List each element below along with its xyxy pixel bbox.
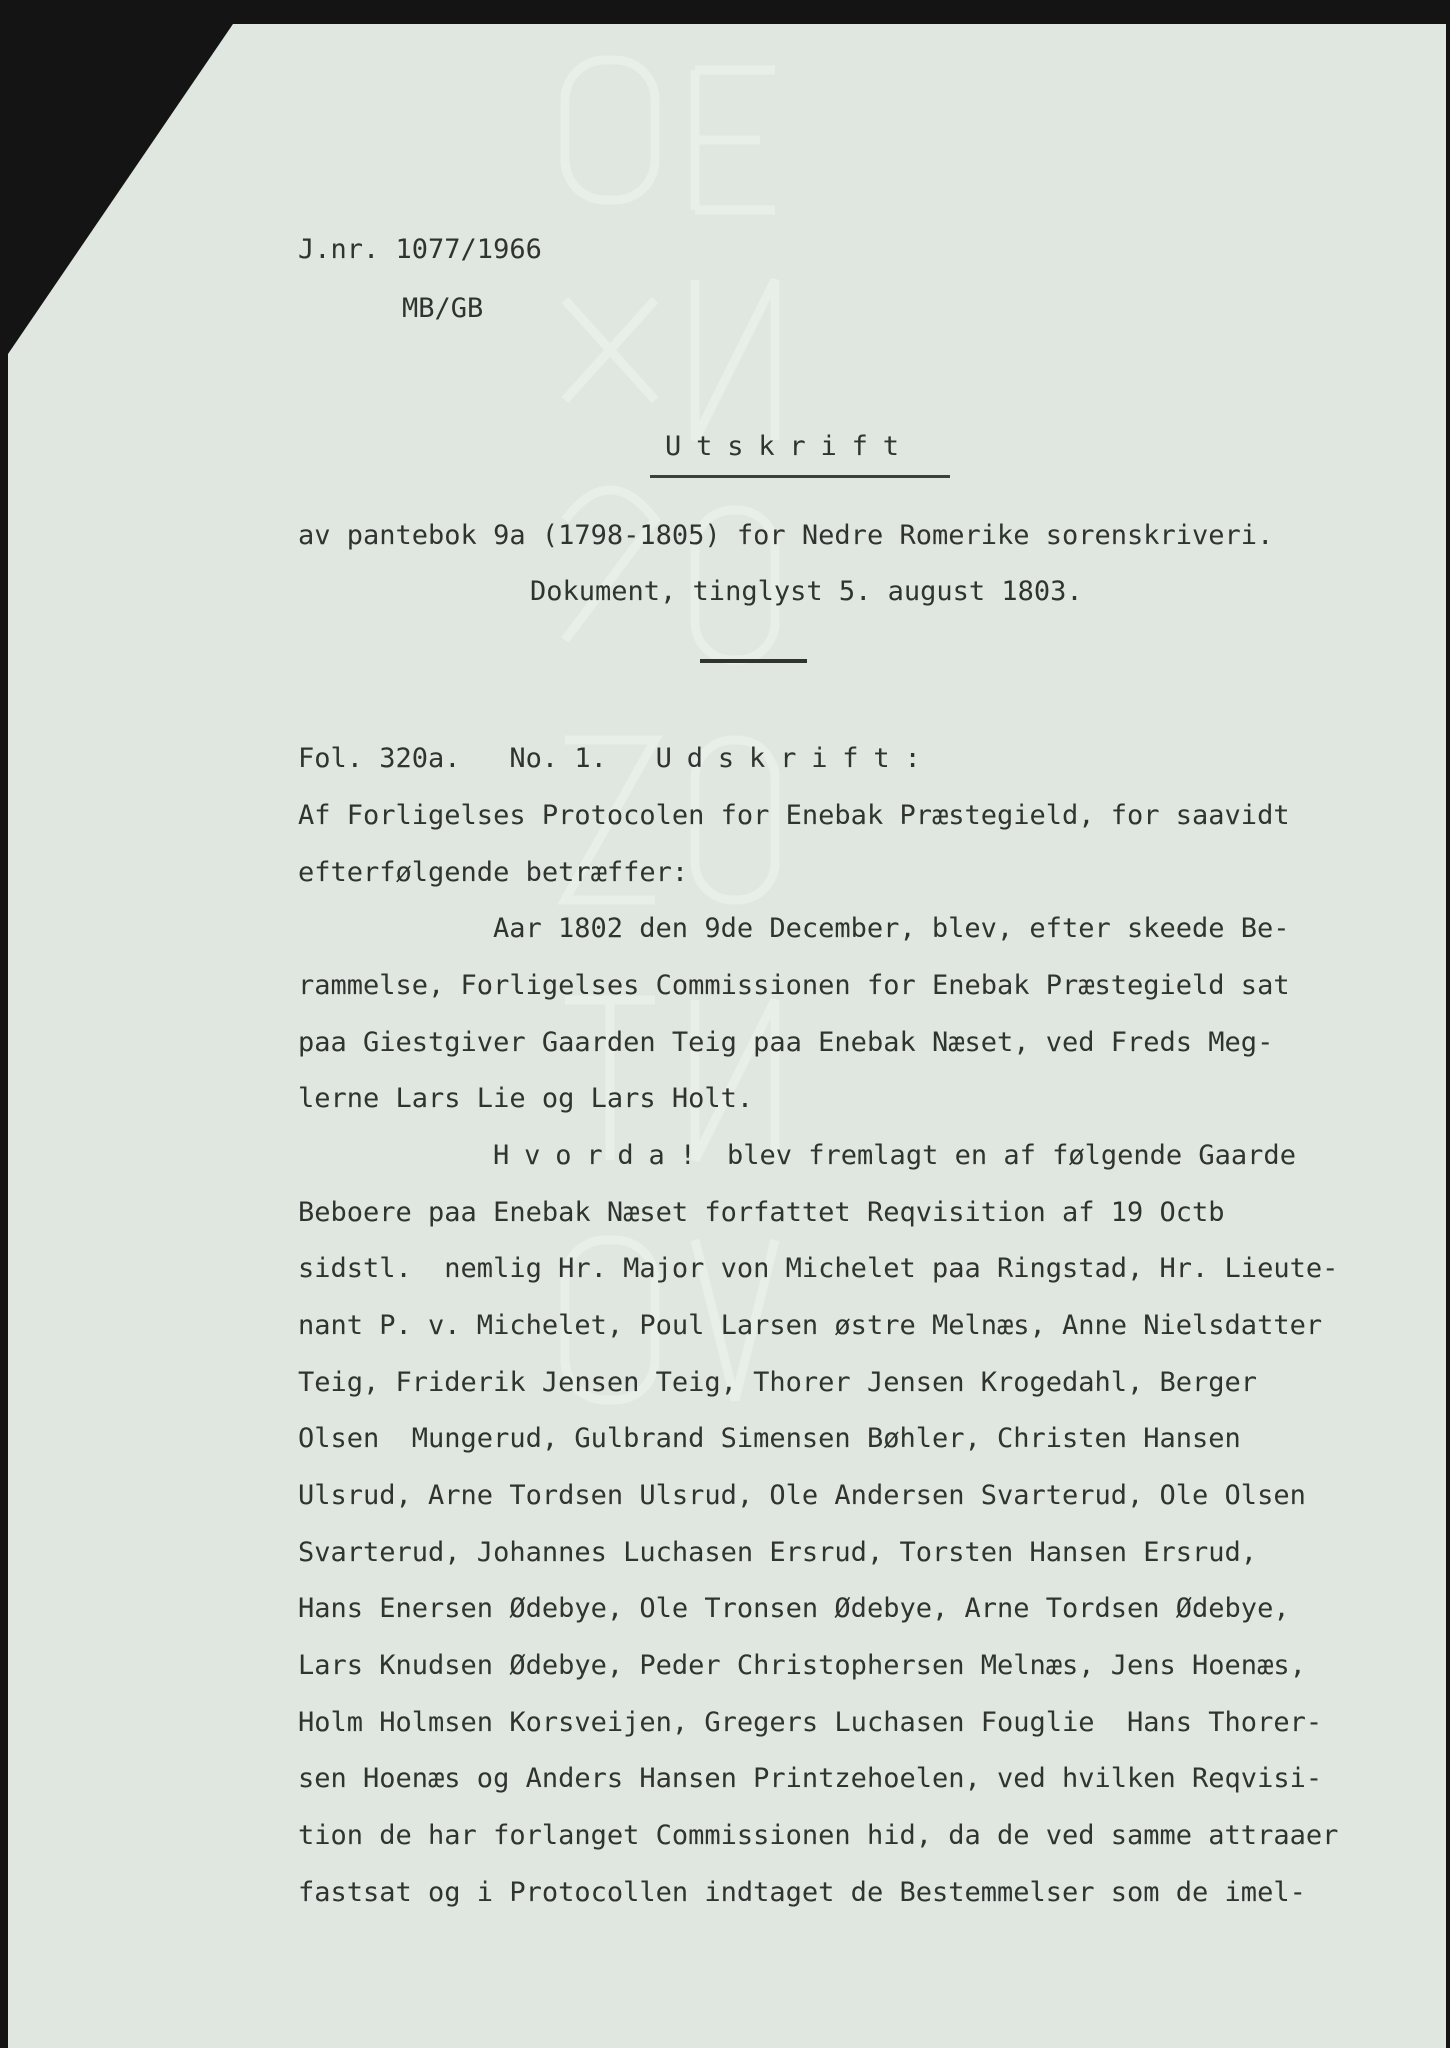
body-line: sen Hoenæs og Anders Hansen Printzehoelen, ved hvilken Reqvisi- <box>298 1763 1323 1794</box>
body-line: sidstl. nemlig Hr. Major von Michelet paa Ringstad, Hr. Lieute- <box>298 1253 1339 1284</box>
folio-line <box>298 745 936 772</box>
folio-number: No. 1. <box>509 743 607 774</box>
subtitle-date: Dokument, tinglyst 5. august 1803. <box>530 576 1083 607</box>
document-title: Utskrift <box>665 431 914 462</box>
hvorda-word: Hvorda! <box>493 1140 711 1171</box>
folio-ref: Fol. 320a. <box>298 743 461 774</box>
body-line: Lars Knudsen Ødebye, Peder Christophersen Melnæs, Jens Hoenæs, <box>298 1650 1306 1681</box>
subtitle-source: av pantebok 9a (1798-1805) for Nedre Romerike sorenskriveri. <box>298 520 1274 551</box>
body-line: Aar 1802 den 9de December, blev, efter skeede Be- <box>493 913 1290 944</box>
body-line: Beboere paa Enebak Næset forfattet Reqvisition af 19 Octb <box>298 1197 1225 1228</box>
body-line-rest: blev fremlagt en af følgende Gaarde <box>710 1140 1296 1171</box>
body-line: Hans Enersen Ødebye, Ole Tronsen Ødebye, Arne Tordsen Ødebye, <box>298 1593 1290 1624</box>
folio-heading: Udskrift: <box>655 743 936 774</box>
body-line: efterfølgende betræffer: <box>298 857 689 888</box>
body-line: tion de har forlanget Commissionen hid, da de ved samme attraaer <box>298 1820 1339 1851</box>
journal-reference: J.nr. 1077/1966 <box>298 234 542 265</box>
body-line: Teig, Friderik Jensen Teig, Thorer Jensen Krogedahl, Berger <box>298 1367 1258 1398</box>
body-line: Ulsrud, Arne Tordsen Ulsrud, Ole Andersen Svarterud, Ole Olsen <box>298 1480 1306 1511</box>
author-initials: MB/GB <box>402 293 484 324</box>
body-line: Holm Holmsen Korsveijen, Gregers Luchasen Fouglie Hans Thorer- <box>298 1707 1323 1738</box>
body-line: Af Forligelses Protocolen for Enebak Præstegield, for saavidt <box>298 800 1290 831</box>
body-line: paa Giestgiver Gaarden Teig paa Enebak Næset, ved Freds Meg- <box>298 1027 1274 1058</box>
body-line: Olsen Mungerud, Gulbrand Simensen Bøhler, Christen Hansen <box>298 1423 1241 1454</box>
title-underline <box>650 475 950 478</box>
body-line: fastsat og i Protocollen indtaget de Bestemmelser som de imel- <box>298 1877 1306 1908</box>
body-line: rammelse, Forligelses Commissionen for Enebak Præstegield sat <box>298 970 1290 1001</box>
body-line <box>493 1142 1296 1169</box>
body-line: Svarterud, Johannes Luchasen Ersrud, Torsten Hansen Ersrud, <box>298 1537 1258 1568</box>
body-line: nant P. v. Michelet, Poul Larsen østre Melnæs, Anne Nielsdatter <box>298 1310 1323 1341</box>
body-line: lerne Lars Lie og Lars Holt. <box>298 1083 754 1114</box>
section-divider <box>700 659 807 663</box>
